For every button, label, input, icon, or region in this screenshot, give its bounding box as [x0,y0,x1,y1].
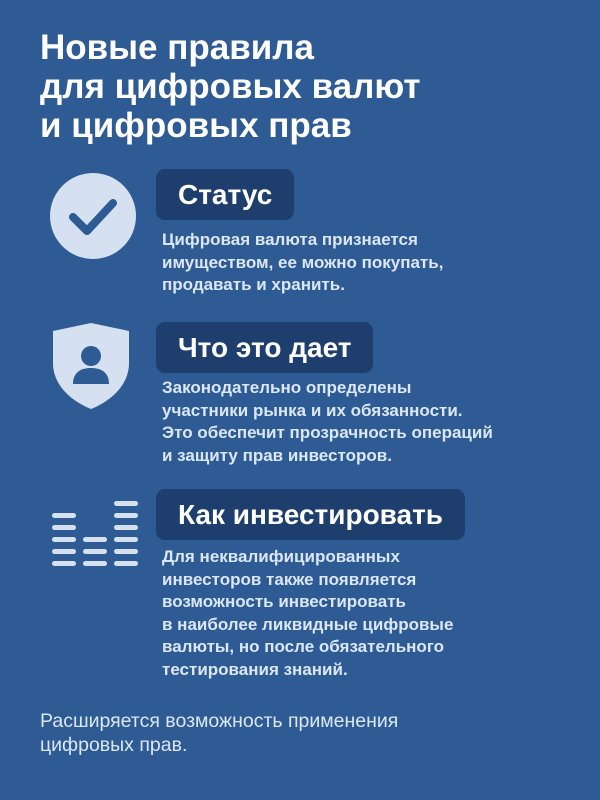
description-line: валюты, но после обязательного [162,637,445,656]
description-line: тестирования знаний. [162,659,348,679]
description-line: Для неквалифицированных [162,547,400,566]
description-line: Цифровая валюта признается [162,230,418,249]
description-line: участники рынка и их обязанности. [162,400,463,420]
bar-chart-icon [52,500,138,570]
description-line: продавать и хранить. [162,275,345,294]
section-heading: Статус [156,169,294,220]
description-line: Законодательно определены [162,378,412,397]
title-line: Новые правила [40,28,314,67]
section-description [162,229,443,297]
section-heading: Что это дает [156,322,373,373]
description-line: инвесторов также появляется [162,569,417,589]
title-line: для цифровых валют [40,67,421,106]
title-line: и цифровых прав [40,106,352,145]
description-line: в наиболее ликвидные цифровые [162,614,454,634]
user-shield-icon [53,323,129,409]
footer-line: цифровых прав. [40,734,188,756]
section-description [162,546,453,681]
section-heading: Как инвестировать [156,489,465,540]
footer-line: Расширяется возможность применения [40,710,399,732]
description-line: возможность инвестировать [162,592,406,611]
checkmark-circle-icon [50,173,136,259]
description-line: Это обеспечит прозрачность операций [162,423,493,442]
description-line: имуществом, ее можно покупать, [162,252,444,272]
page-title [40,28,580,145]
description-line: и защиту прав инвесторов. [162,445,392,465]
footer-note [40,709,398,757]
section-description [162,377,493,467]
